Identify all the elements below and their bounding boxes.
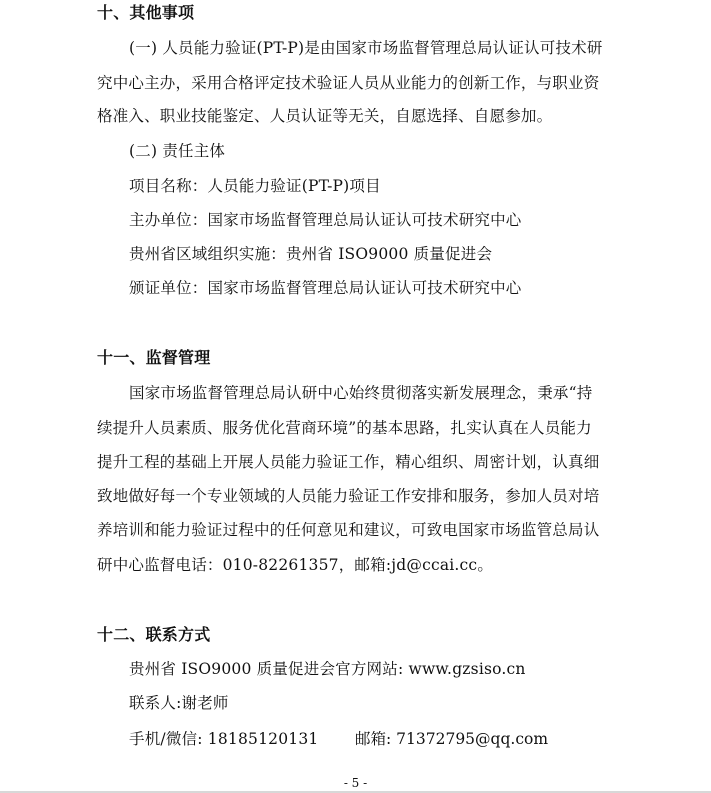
regional-implementer-line: 贵州省区域组织实施：贵州省 ISO9000 质量促进会 (129, 245, 493, 263)
section-11-line-4: 致地做好每一个专业领域的人员能力验证工作安排和服务，参加人员对培 (97, 487, 600, 505)
section-10-subheading-responsibility: (二) 责任主体 (129, 142, 226, 160)
section-10-heading: 十、其他事项 (97, 3, 195, 22)
section-12-heading: 十二、联系方式 (97, 625, 211, 644)
phone-line: 手机/微信: 18185120131 (129, 730, 319, 748)
section-10-paragraph-line-2: 究中心主办，采用合格评定技术验证人员从业能力的创新工作，与职业资 (97, 74, 600, 92)
section-11-line-5: 养培训和能力验证过程中的任何意见和建议，可致电国家市场监管总局认 (97, 521, 600, 539)
certifier-line: 颁证单位：国家市场监督管理总局认证认可技术研究中心 (129, 279, 522, 297)
website-line: 贵州省 ISO9000 质量促进会官方网站: www.gzsiso.cn (129, 660, 526, 678)
section-10-paragraph-line-3: 格准入、职业技能鉴定、人员认证等无关，自愿选择、自愿参加。 (97, 107, 553, 125)
section-10-paragraph-line-1: (一) 人员能力验证(PT-P)是由国家市场监督管理总局认证认可技术研 (129, 39, 603, 57)
section-11-line-2: 续提升人员素质、服务优化营商环境”的基本思路，扎实认真在人员能力 (97, 419, 592, 437)
project-name-line: 项目名称：人员能力验证(PT-P)项目 (129, 177, 381, 195)
section-11-line-3: 提升工程的基础上开展人员能力验证工作，精心组织、周密计划，认真细 (97, 453, 600, 471)
section-11-line-6: 研中心监督电话：010-82261357，邮箱:jd@ccai.cc。 (97, 556, 494, 574)
contact-person-line: 联系人:谢老师 (129, 694, 229, 712)
organizer-line: 主办单位：国家市场监督管理总局认证认可技术研究中心 (129, 211, 522, 229)
page-number: - 5 - (343, 776, 368, 790)
section-11-heading: 十一、监督管理 (97, 348, 211, 367)
section-11-line-1: 国家市场监督管理总局认研中心始终贯彻落实新发展理念，秉承“持 (129, 384, 593, 402)
email-line: 邮箱: 71372795@qq.com (355, 730, 549, 748)
